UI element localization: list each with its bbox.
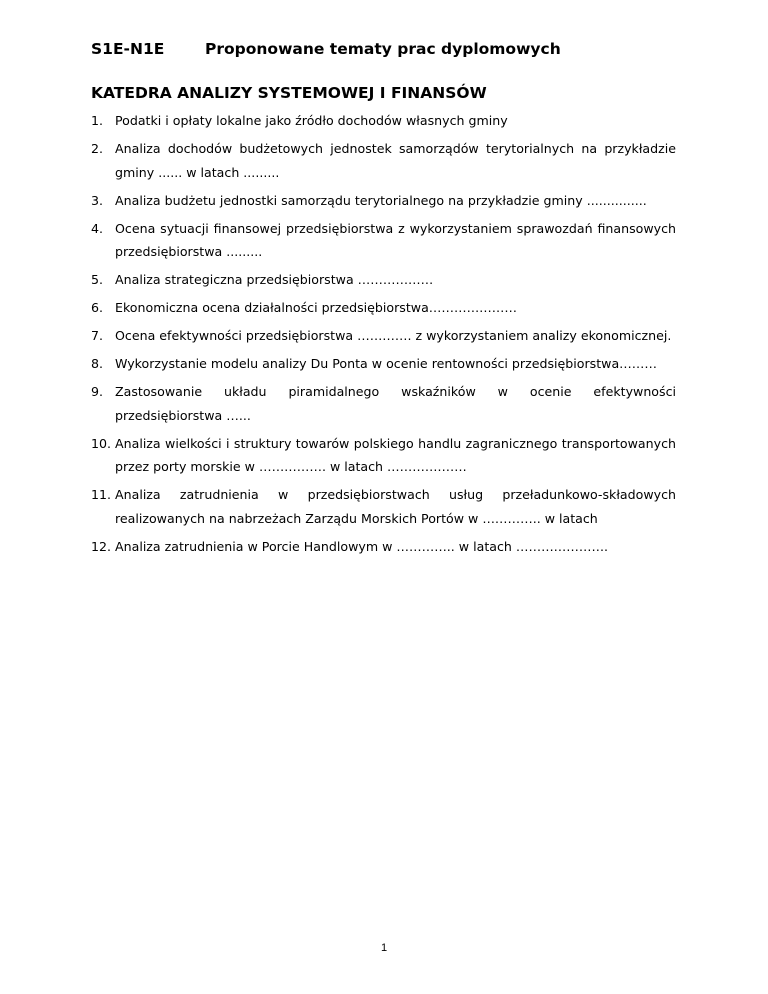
list-item bbox=[91, 137, 676, 184]
list-item-text: Analiza budżetu jednostki samorządu terytorialnego na przykładzie gminy ............... bbox=[115, 192, 647, 208]
list-item-number: 8. bbox=[91, 356, 104, 371]
list-item bbox=[91, 535, 676, 559]
list-item bbox=[91, 268, 676, 292]
list-item-number: 9. bbox=[91, 384, 104, 399]
list-item-text: Zastosowanie układu piramidalnego wskaźników w ocenie efektywności przedsiębiorstwa …... bbox=[115, 384, 676, 423]
document-header bbox=[91, 40, 561, 58]
list-item-text: Ocena efektywności przedsiębiorstwa …………. z wykorzystaniem analizy ekonomicznej. bbox=[115, 328, 672, 343]
list-item-number: 1. bbox=[91, 113, 104, 128]
list-item bbox=[91, 296, 676, 320]
list-item bbox=[91, 189, 676, 213]
department-heading: KATEDRA ANALIZY SYSTEMOWEJ I FINANSÓW bbox=[91, 84, 487, 102]
list-item-text: Ocena sytuacji finansowej przedsiębiorstwa z wykorzystaniem sprawozdań finansowych przedsiębiorstwa ......... bbox=[115, 220, 676, 259]
list-item-text: Podatki i opłaty lokalne jako źródło dochodów własnych gminy bbox=[115, 113, 508, 128]
list-item-number: 5. bbox=[91, 272, 104, 287]
list-item bbox=[91, 432, 676, 479]
list-item-number: 2. bbox=[91, 141, 104, 156]
list-item-number: 11. bbox=[91, 487, 112, 502]
list-item bbox=[91, 109, 676, 133]
list-item bbox=[91, 217, 676, 264]
list-item bbox=[91, 483, 676, 530]
thesis-topics-list bbox=[91, 109, 676, 563]
list-item-text: Analiza zatrudnienia w Porcie Handlowym w ………….. w latach …………………. bbox=[115, 538, 609, 554]
list-item-text: Analiza dochodów budżetowych jednostek samorządów terytorialnych na przykładzie gminy ...... w latach ......... bbox=[115, 141, 676, 180]
list-item-number: 6. bbox=[91, 300, 104, 315]
list-item-number: 10. bbox=[91, 435, 112, 451]
list-item-number: 4. bbox=[91, 220, 104, 236]
program-code: S1E-N1E bbox=[91, 40, 165, 58]
list-item-number: 3. bbox=[91, 192, 104, 208]
list-item bbox=[91, 380, 676, 427]
list-item-text: Analiza zatrudnienia w przedsiębiorstwach usług przeładunkowo-składowych realizowanych na nabrzeżach Zarządu Morskich Portów w ………….. w latach bbox=[115, 487, 676, 526]
list-item-text: Analiza strategiczna przedsiębiorstwa ……………… bbox=[115, 272, 434, 287]
page-number: 1 bbox=[380, 942, 388, 954]
list-item-text: Analiza wielkości i struktury towarów polskiego handlu zagranicznego transportowanych przez porty morskie w ……………. w latach ………………. bbox=[115, 435, 676, 474]
list-item bbox=[91, 352, 676, 376]
list-item bbox=[91, 324, 676, 348]
list-item-text: Wykorzystanie modelu analizy Du Ponta w ocenie rentowności przedsiębiorstwa……… bbox=[115, 356, 657, 371]
list-item-number: 7. bbox=[91, 328, 104, 343]
list-item-text: Ekonomiczna ocena działalności przedsiębiorstwa………………… bbox=[115, 300, 517, 315]
list-item-number: 12. bbox=[91, 538, 112, 554]
document-title: Proponowane tematy prac dyplomowych bbox=[205, 40, 561, 58]
